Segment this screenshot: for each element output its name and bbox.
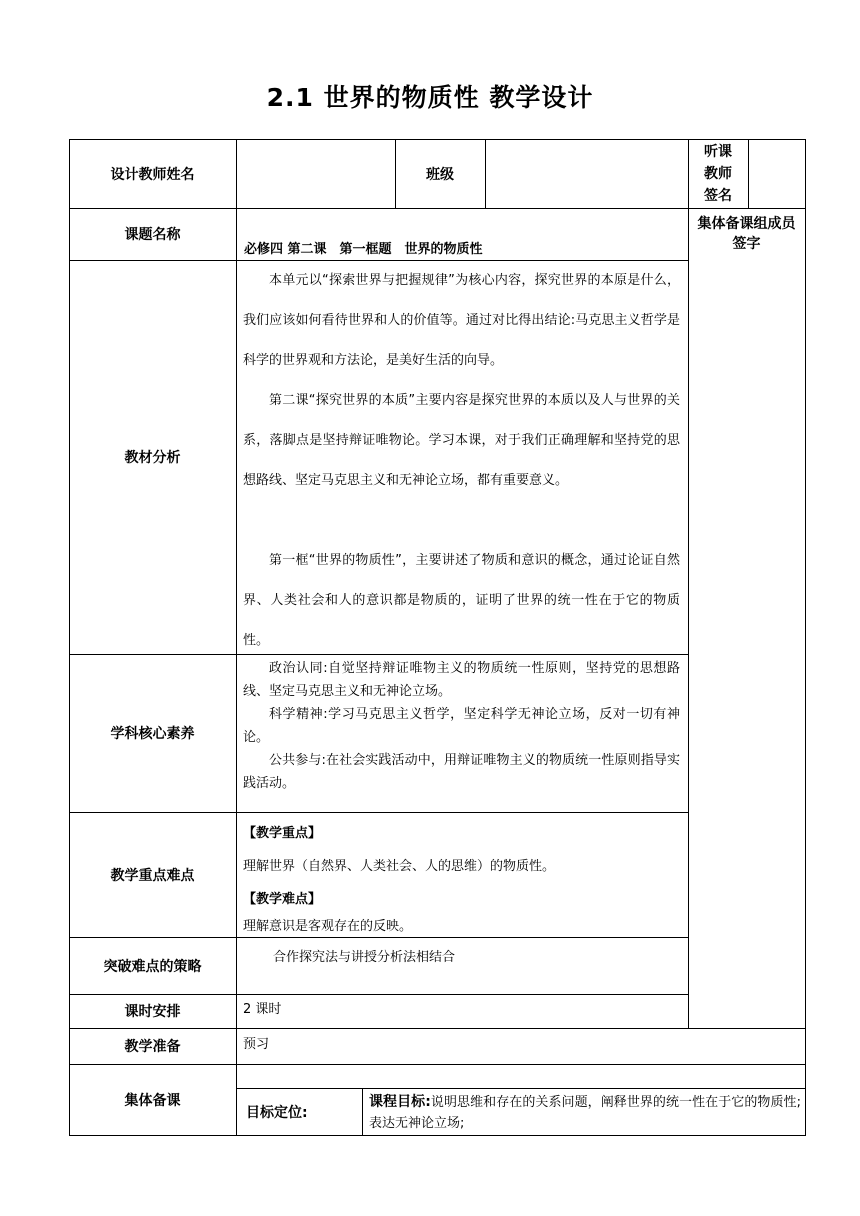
textbook-analysis-para-3: 第一框“世界的物质性”，主要讲述了物质和意识的概念，通过论证自然界、人类社会和人的意识都是物质的，证明了世界的统一性在于它的物质性。 (243, 553, 680, 648)
schedule-value: 2 课时 (243, 1002, 282, 1017)
document-title: 2.1 世界的物质性 教学设计 (266, 83, 594, 112)
listen-label-line: 签名 (704, 187, 732, 204)
core-literacy-para-3: 公共参与:在社会实践活动中，用辩证唯物主义的物质统一性原则指导实践活动。 (243, 753, 680, 791)
group-sign-label: 集体备课组成员签字 (697, 216, 796, 252)
key-point-text: 理解世界（自然界、人类社会、人的思维）的物质性。 (243, 859, 556, 874)
topic-value: 必修四 第二课 第一框题 世界的物质性 (244, 242, 483, 257)
target-label: 目标定位: (246, 1104, 308, 1121)
difficulty-text: 理解意识是客观存在的反映。 (243, 919, 413, 934)
listen-label-line: 听课 (704, 143, 732, 160)
strategy-label: 突破难点的策略 (103, 958, 202, 975)
schedule-label: 课时安排 (124, 1004, 181, 1020)
difficulty-heading: 【教学难点】 (243, 892, 322, 907)
listen-teacher-sign-value (748, 139, 805, 208)
strategy-value: 合作探究法与讲授分析法相结合 (273, 950, 456, 965)
core-literacy-para-2: 科学精神:学习马克思主义哲学，坚定科学无神论立场，反对一切有神论。 (243, 707, 680, 745)
core-literacy-para-1: 政治认同:自觉坚持辩证唯物主义的物质统一性原则，坚持党的思想路线、坚定马克思主义和无神论立场。 (243, 661, 680, 699)
topic-label: 课题名称 (124, 227, 181, 243)
textbook-analysis-para-1: 本单元以“探索世界与把握规律”为核心内容，探究世界的本原是什么，我们应该如何看待世界和人的价值等。通过对比得出结论:马克思主义哲学是科学的世界观和方法论，是美好生活的向导。 (243, 273, 680, 368)
course-goal (369, 1092, 801, 1134)
designer-name-value (236, 139, 395, 208)
class-value (485, 139, 688, 208)
key-point-heading: 【教学重点】 (243, 826, 322, 841)
textbook-analysis-label: 教材分析 (124, 450, 181, 466)
preparation-label: 教学准备 (124, 1039, 181, 1055)
designer-name-label: 设计教师姓名 (110, 166, 195, 183)
group-prep-label: 集体备课 (124, 1092, 181, 1109)
preparation-value: 预习 (243, 1037, 270, 1052)
key-points-label: 教学重点难点 (110, 867, 195, 884)
listen-teacher-sign-label (688, 139, 748, 208)
textbook-analysis-para-2: 第二课“探究世界的本质”主要内容是探究世界的本质以及人与世界的关系，落脚点是坚持辩证唯物论。学习本课，对于我们正确理解和坚持党的思想路线、坚定马克思主义和无神论立场，都有重要意义。 (243, 393, 680, 488)
core-literacy-label: 学科核心素养 (110, 726, 195, 742)
class-label: 班级 (426, 166, 454, 183)
course-goal-label: 课程目标: (369, 1094, 431, 1110)
course-goal-text: 说明思维和存在的关系问题，阐释世界的统一性在于它的物质性;表达无神论立场; (369, 1095, 801, 1131)
listen-label-line: 教师 (704, 165, 732, 182)
